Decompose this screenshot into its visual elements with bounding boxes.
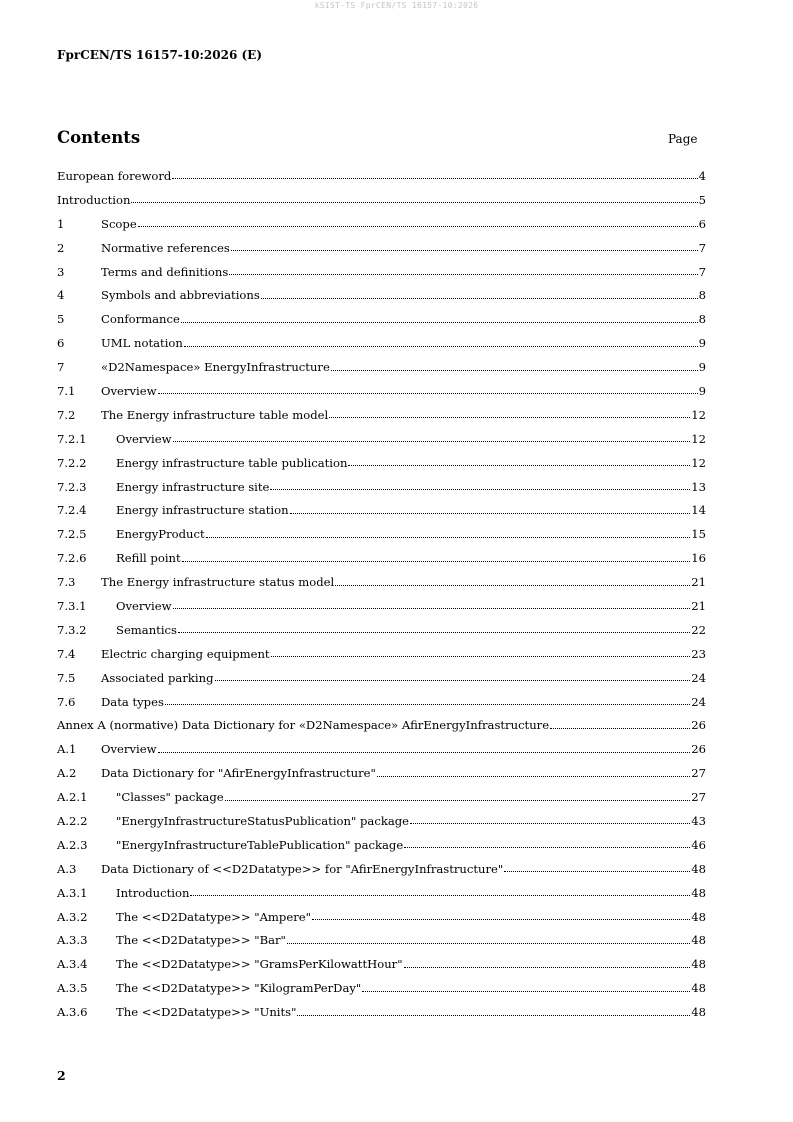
toc-entry-title: "EnergyInfrastructureTablePublication" package <box>116 837 404 852</box>
toc-entry-title: Energy infrastructure site <box>116 479 270 494</box>
toc-entry-number: 5 <box>57 312 65 327</box>
toc-entry-number: A.3.3 <box>57 933 88 948</box>
toc-entry[interactable] <box>57 546 706 570</box>
toc-dot-leader <box>190 895 690 896</box>
toc-dot-leader <box>348 465 690 466</box>
toc-entry[interactable] <box>57 1000 706 1024</box>
toc-entry-page: 7 <box>698 240 706 255</box>
toc-entry-page: 26 <box>691 718 706 733</box>
toc-entry-number: 1 <box>57 216 65 231</box>
toc-entry-title: Data Dictionary of <<D2Datatype>> for "AfirEnergyInfrastructure" <box>101 861 504 876</box>
toc-entry-title: Energy infrastructure station <box>116 503 289 518</box>
toc-entry-number: 7.6 <box>57 694 76 709</box>
toc-entry-number: A.2.2 <box>57 813 88 828</box>
toc-entry[interactable] <box>57 785 706 809</box>
toc-dot-leader <box>504 871 690 872</box>
toc-entry-page: 9 <box>698 383 706 398</box>
toc-entry-page: 8 <box>698 312 706 327</box>
toc-dot-leader <box>270 489 690 490</box>
toc-entry[interactable] <box>57 283 706 307</box>
toc-entry-title: EnergyProduct <box>116 527 205 542</box>
toc-entry-number: 2 <box>57 240 65 255</box>
toc-entry[interactable] <box>57 570 706 594</box>
toc-entry-title: Scope <box>101 216 137 231</box>
toc-entry-page: 15 <box>691 527 706 542</box>
toc-entry-number: A.3.4 <box>57 957 88 972</box>
toc-entry[interactable] <box>57 929 706 953</box>
toc-entry-page: 9 <box>698 336 706 351</box>
toc-entry-title: "EnergyInfrastructureStatusPublication" package <box>116 813 410 828</box>
toc-entry-number: A.2.1 <box>57 790 88 805</box>
toc-entry[interactable] <box>57 475 706 499</box>
toc-dot-leader <box>297 1015 690 1016</box>
toc-entry[interactable] <box>57 857 706 881</box>
toc-entry-title: Refill point <box>116 551 181 566</box>
toc-entry-page: 23 <box>691 646 706 661</box>
toc-entry-title: "Classes" package <box>116 790 224 805</box>
toc-entry[interactable] <box>57 881 706 905</box>
toc-entry-number: A.3.2 <box>57 909 88 924</box>
watermark: kSIST-TS FprCEN/TS 16157-10:2026 <box>314 1 479 10</box>
toc-entry-title: The <<D2Datatype>> "Units" <box>116 1005 297 1020</box>
toc-dot-leader <box>172 178 697 179</box>
toc-entry[interactable] <box>57 164 706 188</box>
toc-entry-title: The <<D2Datatype>> "Bar" <box>116 933 286 948</box>
toc-dot-leader <box>173 441 691 442</box>
toc-entry[interactable] <box>57 642 706 666</box>
toc-entry-title: Terms and definitions <box>101 264 229 279</box>
toc-entry-title: Data Dictionary for "AfirEnergyInfrastructure" <box>101 766 376 781</box>
toc-dot-leader <box>550 728 690 729</box>
toc-entry-number: 4 <box>57 288 65 303</box>
toc-dot-leader <box>404 847 690 848</box>
toc-entry-number: 7.4 <box>57 646 76 661</box>
toc-entry-page: 46 <box>691 837 706 852</box>
toc-entry-title: Symbols and abbreviations <box>101 288 260 303</box>
toc-dot-leader <box>184 346 698 347</box>
toc-dot-leader <box>158 393 698 394</box>
document-id-header: FprCEN/TS 16157-10:2026 (E) <box>57 48 262 62</box>
toc-entry-page: 13 <box>691 479 706 494</box>
toc-entry-page: 48 <box>691 909 706 924</box>
toc-entry-page: 48 <box>691 885 706 900</box>
toc-dot-leader <box>173 608 691 609</box>
toc-entry[interactable] <box>57 737 706 761</box>
toc-entry-title: The <<D2Datatype>> "GramsPerKilowattHour" <box>116 957 403 972</box>
toc-entry-page: 5 <box>698 192 706 207</box>
toc-entry-page: 48 <box>691 957 706 972</box>
toc-entry-page: 14 <box>691 503 706 518</box>
toc-entry[interactable] <box>57 236 706 260</box>
toc-entry-title: Overview <box>101 742 157 757</box>
toc-entry[interactable] <box>57 666 706 690</box>
toc-entry-number: 7.3.1 <box>57 598 87 613</box>
toc-entry-page: 24 <box>691 670 706 685</box>
toc-entry-title: Overview <box>116 598 172 613</box>
toc-entry[interactable] <box>57 355 706 379</box>
toc-entry-title: The Energy infrastructure status model <box>101 575 335 590</box>
toc-entry[interactable] <box>57 952 706 976</box>
toc-dot-leader <box>231 250 698 251</box>
toc-entry-number: A.3.6 <box>57 1005 88 1020</box>
toc-entry-number: A.1 <box>57 742 77 757</box>
toc-dot-leader <box>287 943 690 944</box>
toc-entry-page: 27 <box>691 790 706 805</box>
toc-entry-page: 22 <box>691 622 706 637</box>
page-number: 2 <box>57 1068 66 1083</box>
toc-dot-leader <box>158 752 691 753</box>
toc-entry-title: Semantics <box>116 622 177 637</box>
toc-entry-number: 7.2.1 <box>57 431 87 446</box>
toc-entry[interactable] <box>57 713 706 737</box>
toc-entry[interactable] <box>57 905 706 929</box>
toc-dot-leader <box>404 967 691 968</box>
toc-entry[interactable] <box>57 379 706 403</box>
toc-entry[interactable] <box>57 618 706 642</box>
page-column-label: Page <box>668 132 698 146</box>
toc-dot-leader <box>335 585 690 586</box>
toc-entry-page: 48 <box>691 933 706 948</box>
toc-entry[interactable] <box>57 761 706 785</box>
toc-entry-page: 16 <box>691 551 706 566</box>
toc-entry[interactable] <box>57 976 706 1000</box>
toc-entry[interactable] <box>57 307 706 331</box>
toc-dot-leader <box>261 298 698 299</box>
toc-entry[interactable] <box>57 212 706 236</box>
toc-entry-page: 12 <box>691 431 706 446</box>
toc-entry[interactable] <box>57 522 706 546</box>
toc-dot-leader <box>362 991 690 992</box>
toc-entry-number: 7.2.6 <box>57 551 87 566</box>
toc-entry-title: European foreword <box>57 168 172 183</box>
toc-entry-number: A.3.1 <box>57 885 88 900</box>
toc-entry-number: 7.1 <box>57 383 76 398</box>
toc-entry-page: 48 <box>691 861 706 876</box>
toc-entry-title: Electric charging equipment <box>101 646 270 661</box>
toc-entry-title: Data types <box>101 694 164 709</box>
toc-dot-leader <box>178 632 690 633</box>
toc-entry[interactable] <box>57 498 706 522</box>
toc-entry[interactable] <box>57 427 706 451</box>
toc-entry-title: UML notation <box>101 336 183 351</box>
toc-entry-number: 7.3.2 <box>57 622 87 637</box>
toc-entry-number: 7.2.3 <box>57 479 87 494</box>
toc-entry-page: 48 <box>691 1005 706 1020</box>
toc-entry[interactable] <box>57 331 706 355</box>
toc-entry[interactable] <box>57 403 706 427</box>
toc-dot-leader <box>215 680 691 681</box>
toc-entry-number: 7.2.2 <box>57 455 87 470</box>
toc-entry[interactable] <box>57 594 706 618</box>
toc-dot-leader <box>312 919 690 920</box>
toc-entry-page: 27 <box>691 766 706 781</box>
toc-entry-title: The Energy infrastructure table model <box>101 407 329 422</box>
toc-entry[interactable] <box>57 451 706 475</box>
toc-entry-number: 7.2.5 <box>57 527 87 542</box>
toc-entry-number: A.3.5 <box>57 981 88 996</box>
toc-entry-page: 12 <box>691 455 706 470</box>
toc-entry-title: The <<D2Datatype>> "Ampere" <box>116 909 311 924</box>
toc-entry-number: 7.2.4 <box>57 503 87 518</box>
toc-dot-leader <box>138 226 698 227</box>
toc-dot-leader <box>225 800 691 801</box>
toc-entry-number: 3 <box>57 264 65 279</box>
toc-dot-leader <box>290 513 691 514</box>
toc-entry-page: 12 <box>691 407 706 422</box>
toc-dot-leader <box>181 322 698 323</box>
toc-entry-title: Conformance <box>101 312 180 327</box>
toc-entry-page: 6 <box>698 216 706 231</box>
toc-entry-number: 7.2 <box>57 407 76 422</box>
toc-dot-leader <box>131 202 697 203</box>
toc-entry-title: Energy infrastructure table publication <box>116 455 348 470</box>
toc-entry-number: 7.5 <box>57 670 76 685</box>
toc-entry[interactable] <box>57 690 706 714</box>
toc-entry-title: Introduction <box>57 192 131 207</box>
toc-entry[interactable] <box>57 809 706 833</box>
toc-entry-number: A.3 <box>57 861 77 876</box>
toc-entry-page: 7 <box>698 264 706 279</box>
toc-entry-title: Introduction <box>116 885 190 900</box>
toc-dot-leader <box>331 370 698 371</box>
toc-entry-page: 4 <box>698 168 706 183</box>
toc-entry-title: «D2Namespace» EnergyInfrastructure <box>101 360 330 375</box>
toc-dot-leader <box>377 776 690 777</box>
toc-entry-title: Overview <box>116 431 172 446</box>
toc-dot-leader <box>229 274 697 275</box>
toc-entry-page: 9 <box>698 360 706 375</box>
toc-entry-number: 7 <box>57 360 65 375</box>
toc-entry-page: 48 <box>691 981 706 996</box>
toc-entry-title: The <<D2Datatype>> "KilogramPerDay" <box>116 981 362 996</box>
toc-dot-leader <box>410 823 690 824</box>
toc-dot-leader <box>329 417 690 418</box>
toc-entry-page: 21 <box>691 598 706 613</box>
table-of-contents <box>57 164 706 1024</box>
toc-entry-title: Overview <box>101 383 157 398</box>
toc-dot-leader <box>182 561 691 562</box>
toc-entry-number: 7.3 <box>57 575 76 590</box>
toc-entry[interactable] <box>57 260 706 284</box>
toc-entry-page: 8 <box>698 288 706 303</box>
toc-entry-title: Annex A (normative) Data Dictionary for «D2Namespace» AfirEnergyInfrastructure <box>57 718 550 733</box>
toc-dot-leader <box>165 704 690 705</box>
toc-entry-number: 6 <box>57 336 65 351</box>
contents-heading: Contents <box>57 128 141 147</box>
toc-entry[interactable] <box>57 188 706 212</box>
toc-entry-page: 43 <box>691 813 706 828</box>
toc-entry-page: 21 <box>691 575 706 590</box>
toc-dot-leader <box>206 537 691 538</box>
toc-entry-number: A.2.3 <box>57 837 88 852</box>
toc-entry-title: Normative references <box>101 240 230 255</box>
toc-entry-number: A.2 <box>57 766 77 781</box>
toc-entry-page: 26 <box>691 742 706 757</box>
toc-entry-title: Associated parking <box>101 670 214 685</box>
toc-entry[interactable] <box>57 833 706 857</box>
toc-dot-leader <box>271 656 691 657</box>
toc-entry-page: 24 <box>691 694 706 709</box>
